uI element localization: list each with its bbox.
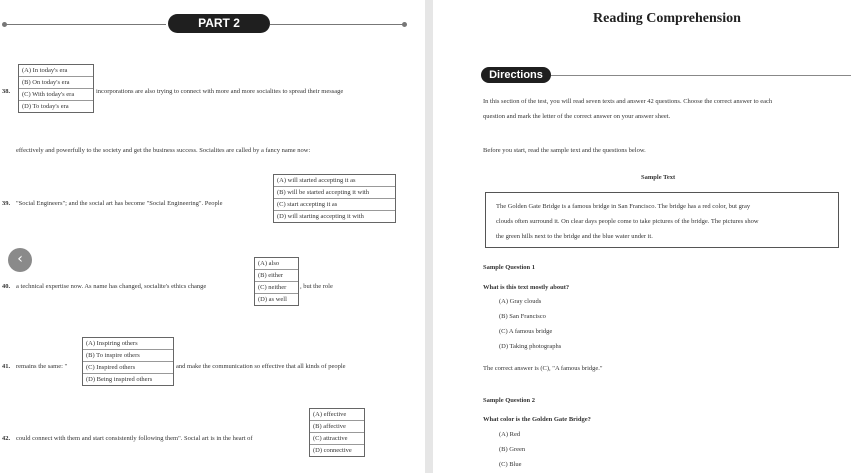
before-start-text: Before you start, read the sample text and the questions below.: [483, 147, 646, 154]
option-b[interactable]: (B) will be started accepting it with: [274, 187, 395, 199]
option-b[interactable]: (B) On today's era: [19, 77, 93, 89]
sample-question-1-answer: The correct answer is (C), "A famous bridge.": [483, 365, 603, 372]
sample-line-1: The Golden Gate Bridge is a famous bridge in San Francisco. The bridge has a red color, but gray: [496, 203, 751, 210]
directions-line-2: question and mark the letter of the correct answer on your answer sheet.: [483, 113, 671, 120]
option-c[interactable]: (C) Inspired others: [83, 362, 173, 374]
option-a[interactable]: (A) also: [255, 258, 298, 270]
sample-question-1-text: What is this text mostly about?: [483, 284, 570, 291]
sample-question-2-option-a: (A) Red: [499, 431, 521, 438]
sample-text-label: Sample Text: [641, 174, 676, 181]
sample-line-3: the green hills next to the bridge and the blue water under it.: [496, 233, 653, 240]
part-title: PART 2: [168, 14, 270, 33]
part-rule-right: [270, 24, 404, 25]
chevron-left-icon[interactable]: ‹: [8, 248, 32, 272]
option-c[interactable]: (C) attractive: [310, 433, 364, 445]
option-c[interactable]: (C) start accepting it as: [274, 199, 395, 211]
question-41-number: 41.: [2, 363, 11, 370]
part-rule-dot-right: [402, 22, 407, 27]
question-42-number: 42.: [2, 435, 11, 442]
page-title: Reading Comprehension: [593, 11, 741, 26]
option-a[interactable]: (A) Inspiring others: [83, 338, 173, 350]
option-d[interactable]: (D) connective: [313, 446, 352, 454]
sample-question-2-option-c: (C) Blue: [499, 461, 522, 468]
part-rule-dot-left: [2, 22, 7, 27]
sample-question-2-text: What color is the Golden Gate Bridge?: [483, 416, 591, 423]
option-b[interactable]: (B) affective: [310, 421, 364, 433]
sample-question-1-option-c: (C) A famous bridge: [499, 328, 553, 335]
question-41-options: [82, 337, 174, 386]
option-d[interactable]: (D) as well: [258, 295, 287, 303]
directions-label: Directions: [481, 67, 551, 83]
option-b[interactable]: (B) either: [255, 270, 298, 282]
sample-text-box: [485, 192, 839, 248]
question-41-text: remains the same: ": [16, 363, 68, 370]
question-39-number: 39.: [2, 200, 11, 207]
option-d[interactable]: (D) will starting accepting it with: [277, 212, 364, 220]
question-42-text: could connect with them and start consistently following them". Social art is in the heart of: [16, 435, 253, 442]
question-42-options: [309, 408, 365, 457]
passage-line: effectively and powerfully to the society and get the business success. Socialites are called by a fancy name now:: [16, 147, 311, 154]
right-page: [433, 0, 860, 473]
question-40-text: a technical expertise now. As name has changed, socialite's ethics change: [16, 283, 207, 290]
left-page: [0, 0, 425, 473]
option-a[interactable]: (A) effective: [310, 409, 364, 421]
option-a[interactable]: (A) In today's era: [19, 65, 93, 77]
question-39-text: "Social Engineers"; and the social art has become "Social Engineering". People: [16, 200, 223, 207]
option-c[interactable]: (C) neither: [255, 282, 298, 294]
sample-question-2-label: Sample Question 2: [483, 397, 536, 404]
option-d[interactable]: (D) To today's era: [22, 102, 69, 110]
question-38-options: [18, 64, 94, 113]
option-a[interactable]: (A) will started accepting it as: [274, 175, 395, 187]
part-rule-left: [4, 24, 166, 25]
sample-question-1-option-b: (B) San Francisco: [499, 313, 546, 320]
directions-rule: [551, 75, 851, 76]
sample-question-1-label: Sample Question 1: [483, 264, 536, 271]
sample-question-1-option-d: (D) Taking photographs: [499, 343, 562, 350]
question-38-number: 38.: [2, 88, 11, 95]
question-41-text-after: and make the communication so effective that all kinds of people: [176, 363, 346, 370]
sample-line-2: clouds often surround it. On clear days people come to take pictures of the bridge. The pictures show: [496, 218, 759, 225]
option-b[interactable]: (B) To inspire others: [83, 350, 173, 362]
question-38-text: incorporations are also trying to connect with more and more socialites to spread their message: [96, 88, 344, 95]
question-40-options: [254, 257, 299, 306]
option-d[interactable]: (D) Being inspired others: [86, 375, 153, 383]
question-40-text-after: , but the role: [300, 283, 333, 290]
sample-question-2-option-b: (B) Green: [499, 446, 526, 453]
question-40-number: 40.: [2, 283, 11, 290]
option-c[interactable]: (C) With today's era: [19, 89, 93, 101]
sample-question-1-option-a: (A) Gray clouds: [499, 298, 542, 305]
directions-line-1: In this section of the test, you will read seven texts and answer 42 questions. Choose the correct answer to each: [483, 98, 773, 105]
question-39-options: [273, 174, 396, 223]
